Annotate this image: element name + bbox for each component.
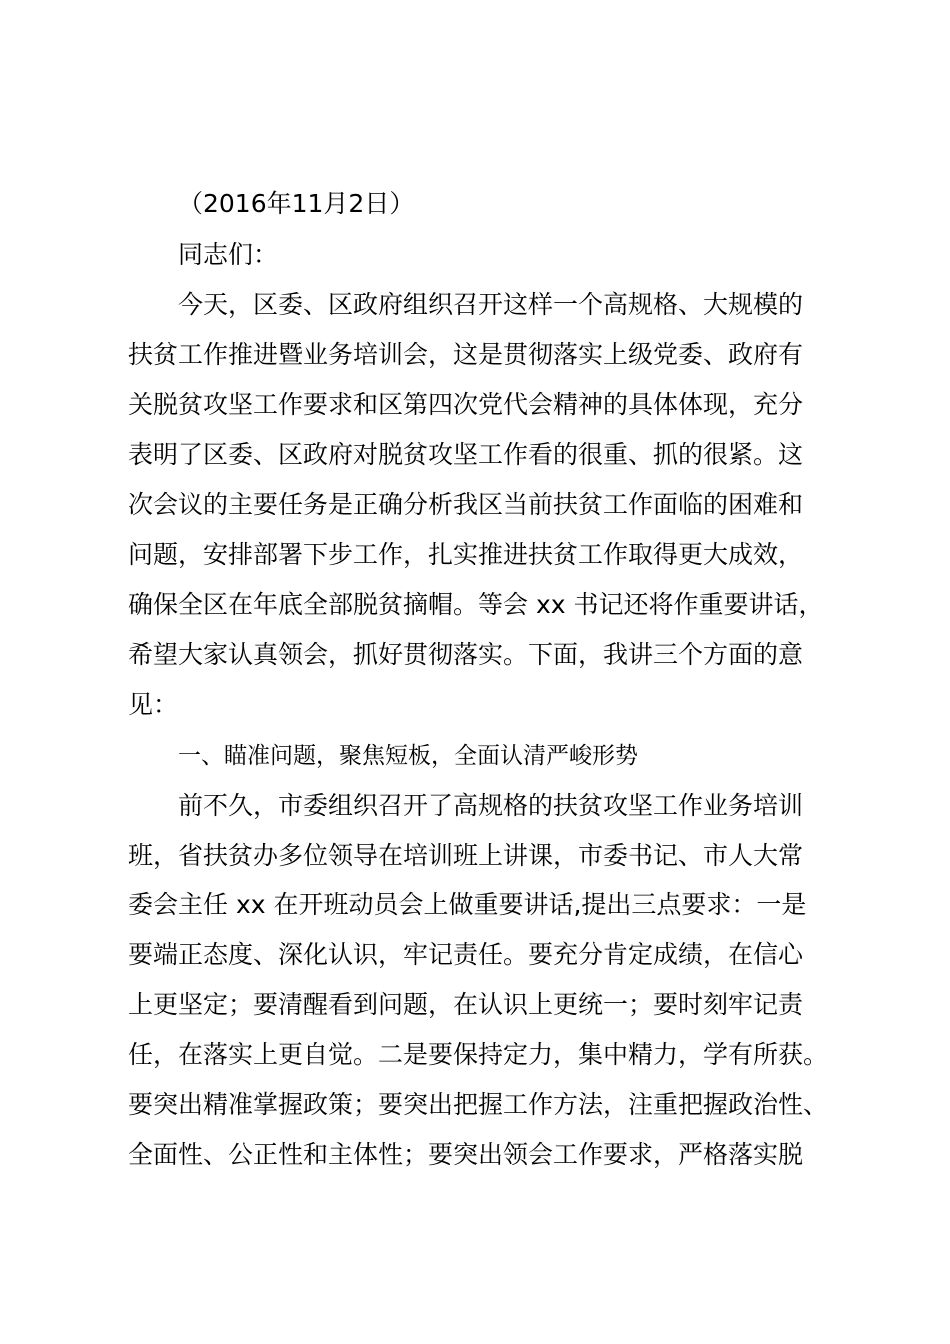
paragraph-line: 今天，区委、区政府组织召开这样一个高规格、大规模的 (178, 290, 804, 319)
paragraph-line: 要端正态度、深化认识，牢记责任。要充分肯定成绩，在信心 (128, 940, 804, 969)
paragraph-line: 要突出精准掌握政策；要突出把握工作方法，注重把握政治性、 (128, 1090, 829, 1119)
date-line: （2016年11月2日） (178, 189, 415, 218)
paragraph-line: 见： (128, 690, 179, 719)
paragraph-line: 问题，安排部署下步工作，扎实推进扶贫工作取得更大成效， (128, 540, 804, 569)
paragraph-line: 上更坚定；要清醒看到问题，在认识上更统一；要时刻牢记责 (128, 990, 804, 1019)
paragraph-line: 任，在落实上更自觉。二是要保持定力，集中精力，学有所获。 (128, 1040, 829, 1069)
salutation: 同志们： (178, 240, 279, 269)
paragraph-line: 前不久，市委组织召开了高规格的扶贫攻坚工作业务培训 (178, 791, 804, 820)
paragraph-line: 表明了区委、区政府对脱贫攻坚工作看的很重、抓的很紧。这 (128, 440, 804, 469)
paragraph-line: 扶贫工作推进暨业务培训会，这是贯彻落实上级党委、政府有 (128, 340, 804, 369)
paragraph-line: 全面性、公正性和主体性；要突出领会工作要求，严格落实脱 (128, 1140, 804, 1169)
paragraph-line: 希望大家认真领会，抓好贯彻落实。下面，我讲三个方面的意 (128, 640, 804, 669)
section-heading: 一、瞄准问题，聚焦短板，全面认清严峻形势 (178, 743, 638, 769)
paragraph-line: 确保全区在年底全部脱贫摘帽。等会 xx 书记还将作重要讲话， (128, 590, 824, 619)
paragraph-line: 关脱贫攻坚工作要求和区第四次党代会精神的具体体现，充分 (128, 390, 804, 419)
paragraph-line: 委会主任 xx 在开班动员会上做重要讲话,提出三点要求：一是 (128, 890, 807, 919)
paragraph-line: 班，省扶贫办多位领导在培训班上讲课，市委书记、市人大常 (128, 841, 804, 870)
paragraph-line: 次会议的主要任务是正确分析我区当前扶贫工作面临的困难和 (128, 490, 804, 519)
